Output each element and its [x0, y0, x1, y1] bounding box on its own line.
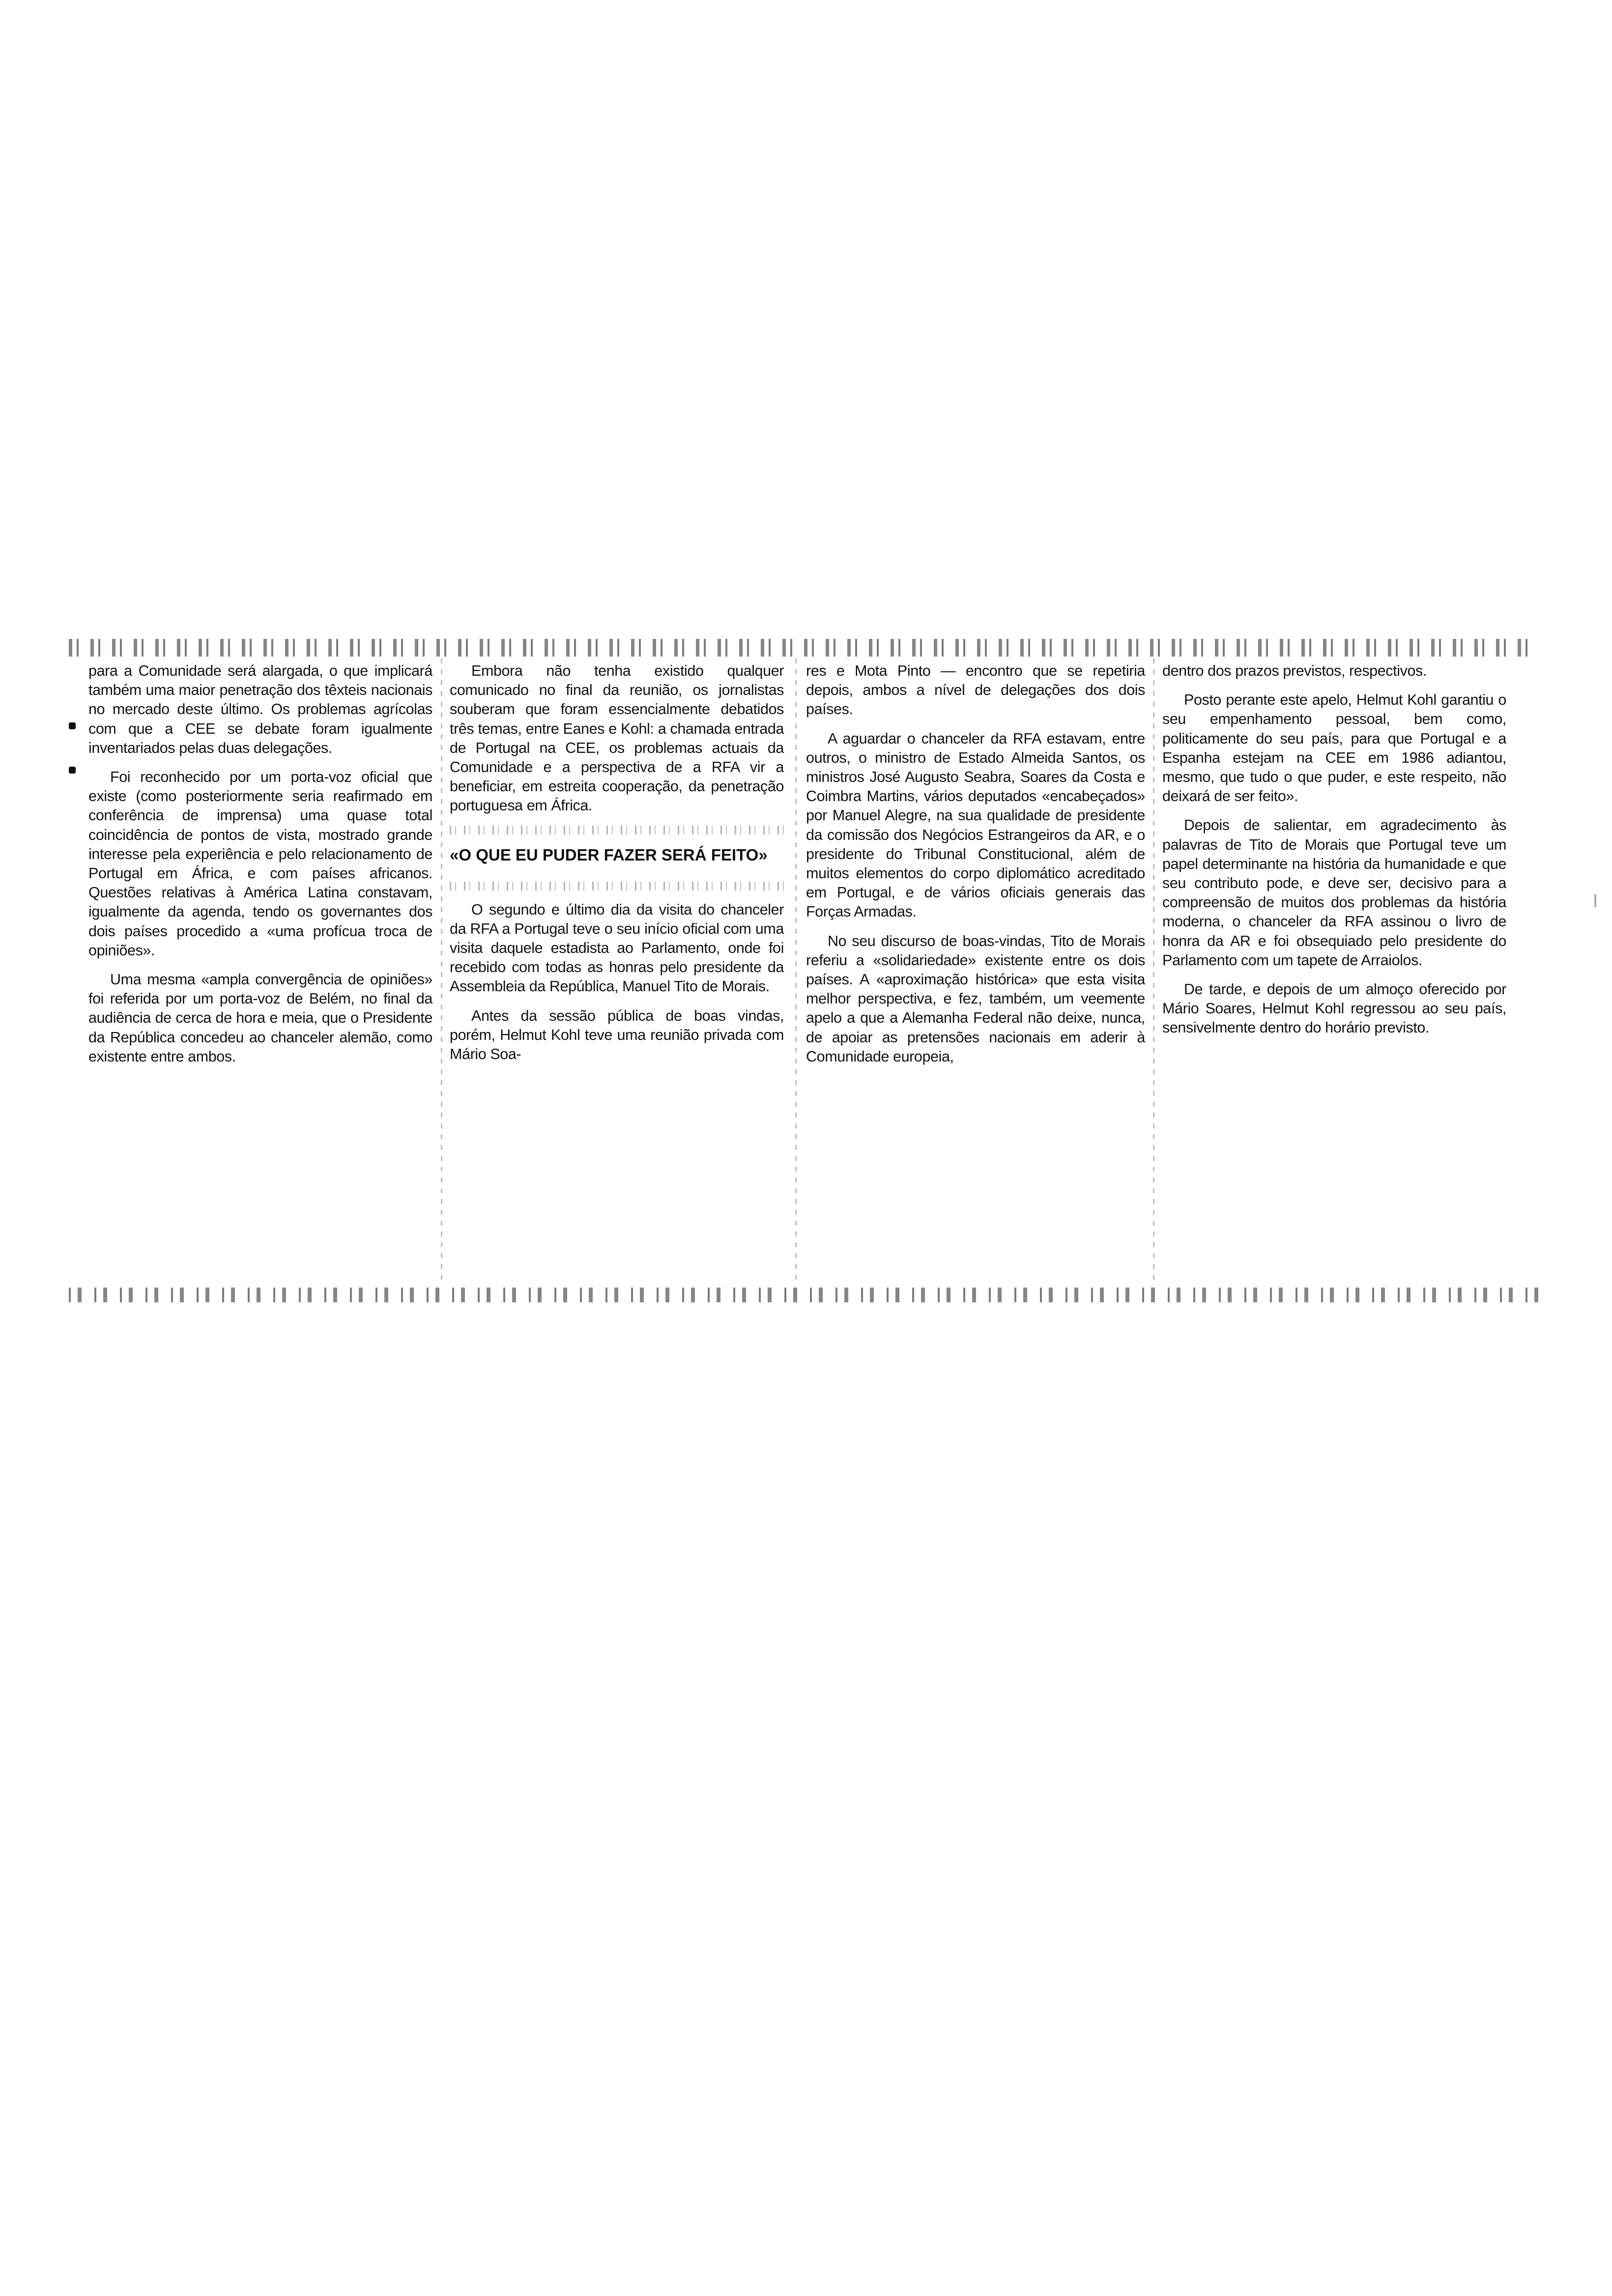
column-2 [450, 661, 784, 1280]
paragraph: Uma mesma «ampla convergência de opiniões» foi referida por um porta-voz de Belém, no final da audiência de cerca de hora e meia, que o Presidente da República concedeu ao chanceler alemão, como existente entre ambos. [88, 971, 432, 1065]
column-3 [806, 661, 1145, 1280]
paragraph: Embora não tenha existido qualquer comunicado no final da reunião, os jornalistas souberam que foram essencialmente debatidos três temas, entre Eanes e Kohl: a chamada entrada de Portugal na CEE, os problemas actuais da Comunidade e a perspectiva de a RFA vir a beneficiar, em estreita cooperação, da penetração portuguesa em África. [450, 662, 784, 814]
paragraph: De tarde, e depois de um almoço oferecido por Mário Soares, Helmut Kohl regressou ao seu país, sensivelmente dentro do horário previsto. [1162, 981, 1506, 1036]
paragraph: O segundo e último dia da visita do chanceler da RFA a Portugal teve o seu início oficial com uma visita daquele estadista ao Parlamento, onde foi recebido com todas as honras pelo presidente da Assembleia da República, Manuel Tito de Morais. [450, 901, 784, 995]
scan-speck [1594, 894, 1596, 907]
column-divider [1153, 659, 1154, 1283]
torn-top-edge [69, 639, 1538, 657]
scan-noise [450, 826, 784, 834]
paragraph: para a Comunidade será alargada, o que implicará também uma maior penetração dos têxteis nacionais no mercado deste último. Os problemas agrícolas com que a CEE se debate foram igualmente inventariados pelas duas delegações. [88, 662, 432, 756]
column-1 [88, 661, 432, 1280]
margin-mark [69, 767, 76, 774]
column-divider [441, 659, 442, 1283]
column-4 [1162, 661, 1506, 1280]
paragraph: res e Mota Pinto — encontro que se repetiria depois, ambos a nível de delegações dos dois países. [806, 662, 1145, 718]
paragraph: No seu discurso de boas-vindas, Tito de Morais referiu a «solidariedade» existente entre os dois países. A «aproximação histórica» que esta visita melhor perspectiva, e fez, também, um veemente apelo a que a Alemanha Federal não deixe, nunca, de apoiar as pretensões nacionais em aderir à Comunidade europeia, [806, 932, 1145, 1065]
paragraph: Antes da sessão pública de boas vindas, porém, Helmut Kohl teve uma reunião privada com Mário Soa- [450, 1007, 784, 1063]
paragraph: A aguardar o chanceler da RFA estavam, entre outros, o ministro de Estado Almeida Santos, os ministros José Augusto Seabra, Soares da Costa e Coimbra Martins, vários deputados «encabeçados» por Manuel Alegre, na sua qualidade de presidente da comissão dos Negócios Estrangeiros da AR, e o presidente do Tribunal Constitucional, além de muitos elementos do corpo diplomático acreditado em Portugal, e de vários oficiais generais das Forças Armadas. [806, 730, 1145, 920]
margin-mark [69, 722, 76, 729]
paragraph: Posto perante este apelo, Helmut Kohl garantiu o seu empenhamento pessoal, bem como, politicamente do seu país, para que Portugal e a Espanha estejam na CEE em 1986 adiantou, mesmo, que tudo o que puder, e este respeito, não deixará de ser feito». [1162, 691, 1506, 805]
subheading: «O QUE EU PUDER FAZER SERÁ FEITO» [450, 845, 768, 864]
newspaper-clipping [69, 639, 1538, 1302]
paragraph: dentro dos prazos previstos, respectivos. [1162, 662, 1427, 679]
paragraph: Depois de salientar, em agradecimento às palavras de Tito de Morais que Portugal teve um papel determinante na história da humanidade e que seu contributo pode, e deve ser, decisivo para a compreensão de muitos dos problemas da história moderna, o chanceler da RFA assinou o livro de honra da AR e foi obsequiado pelo presidente do Parlamento com um tapete de Arraiolos. [1162, 817, 1506, 969]
paragraph: Foi reconhecido por um porta-voz oficial que existe (como posteriormente seria reafirmado em conferência de imprensa) uma quase total coincidência de pontos de vista, mostrado grande interesse pela experiência e pelo relacionamento de Portugal em África, e com países africanos. Questões relativas à América Latina constavam, igualmente da agenda, tendo os governantes dos dois países procedido a «uma profícua troca de opiniões». [88, 769, 432, 959]
scan-noise [450, 882, 784, 890]
torn-bottom-edge [69, 1288, 1538, 1302]
column-divider [795, 659, 797, 1283]
